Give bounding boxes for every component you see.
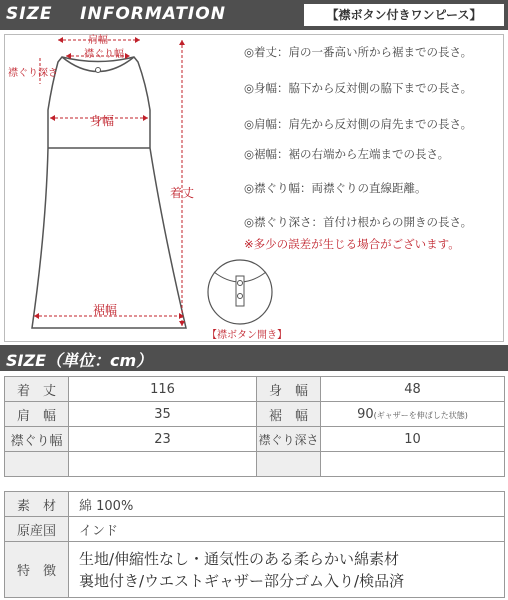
note-body-width: ◎身幅：脇下から反対側の脇下までの長さ。 [244, 81, 473, 95]
detail-button [238, 281, 243, 286]
empty-label-cell [257, 452, 321, 477]
info-header-title: SIZE INFORMATION [6, 4, 226, 24]
hem-value: 90 [357, 406, 374, 422]
measurement-table [4, 376, 505, 477]
note-length: ◎着丈：肩の一番高い所から裾までの長さ。 [244, 45, 473, 59]
table-row [5, 402, 505, 427]
origin-label: 原産国 [5, 517, 69, 542]
product-tag: 【襟ボタン付きワンピース】 [304, 4, 504, 26]
table-row [5, 542, 505, 598]
hem-cell [321, 402, 505, 427]
table-row [5, 452, 505, 477]
length-value: 116 [69, 377, 257, 402]
table-row [5, 492, 505, 517]
features-value [69, 542, 505, 598]
label-body-width: 身幅 [90, 114, 115, 128]
note-hem: ◎裾幅：裾の右端から左端までの長さ。 [244, 147, 450, 161]
material-label: 素 材 [5, 492, 69, 517]
size-header-title: SIZE（単位：cm） [6, 351, 153, 370]
features-line-1: 生地/伸縮性なし・通気性のある柔らかい綿素材 [79, 549, 400, 568]
shoulder-label: 肩 幅 [5, 402, 69, 427]
material-value: 綿 100% [69, 492, 505, 517]
product-info-table [4, 491, 505, 598]
neck-depth-value: 10 [321, 427, 505, 452]
neck-width-value: 23 [69, 427, 257, 452]
note-neck-depth: ◎襟ぐり深さ：首付け根からの開きの長さ。 [244, 215, 473, 229]
dress-outline [32, 57, 186, 328]
label-hem: 裾幅 [93, 303, 118, 317]
empty-value-cell [321, 452, 505, 477]
table-row [5, 377, 505, 402]
empty-value-cell [69, 452, 257, 477]
table-row [5, 517, 505, 542]
neck-width-label: 襟ぐり幅 [5, 427, 69, 452]
note-neck-width: ◎襟ぐり幅：両襟ぐりの直線距離。 [244, 181, 427, 195]
shoulder-value: 35 [69, 402, 257, 427]
body-width-label: 身 幅 [257, 377, 321, 402]
hem-label: 裾 幅 [257, 402, 321, 427]
neck-depth-label: 襟ぐり深さ [257, 427, 321, 452]
features-line-2: 裏地付き/ウエストギャザー部分ゴム入り/検品済 [79, 571, 405, 590]
note-shoulder: ◎肩幅：肩先から反対側の肩先までの長さ。 [244, 117, 473, 131]
label-length: 着丈 [170, 186, 195, 200]
label-shoulder: 肩幅 [88, 35, 108, 46]
neck-button [96, 68, 101, 73]
hem-note: (ギャザーを伸ばした状態) [373, 410, 468, 420]
label-neck-depth: 襟ぐり深さ [8, 68, 58, 79]
button-detail-caption: 【襟ボタン開き】 [207, 330, 287, 341]
warning-note: ※多少の誤差が生じる場合がございます。 [244, 237, 460, 251]
size-header-bar [0, 345, 508, 371]
body-width-value: 48 [321, 377, 505, 402]
length-label: 着 丈 [5, 377, 69, 402]
label-neck-width: 襟ぐり幅 [84, 49, 124, 60]
features-label: 特 徴 [5, 542, 69, 598]
empty-label-cell [5, 452, 69, 477]
table-row [5, 427, 505, 452]
origin-value: インド [69, 517, 505, 542]
